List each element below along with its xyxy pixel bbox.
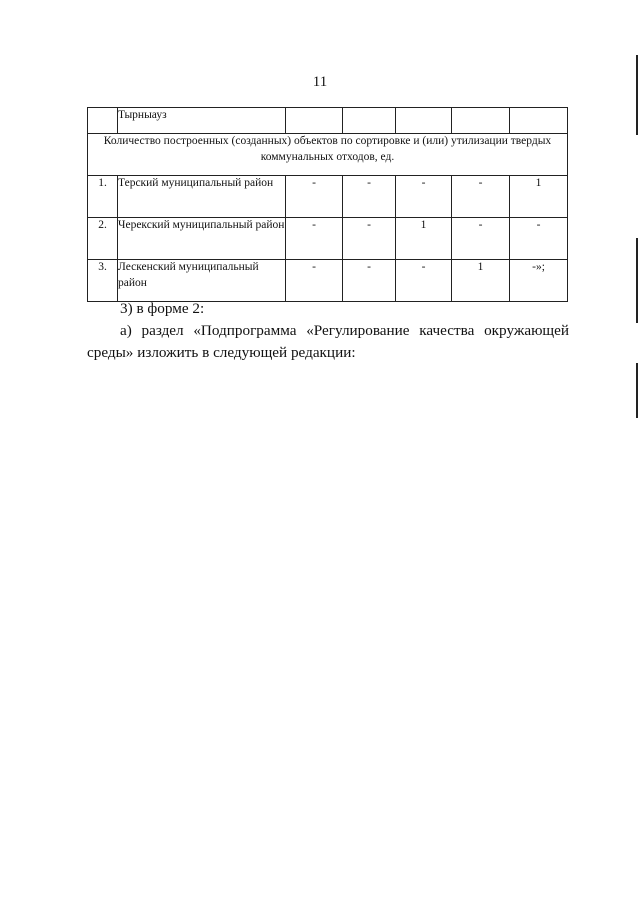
paragraph: а) раздел «Подпрограмма «Регулирование качества окружающей среды» изложить в следующей редакции: (87, 322, 569, 361)
value-cell: -»; (510, 260, 568, 302)
value-cell: - (343, 218, 396, 260)
row-number: 1. (88, 176, 118, 218)
value-cell (343, 108, 396, 134)
value-cell: - (396, 176, 452, 218)
value-cell: - (510, 218, 568, 260)
value-cell (510, 108, 568, 134)
row-number: 2. (88, 218, 118, 260)
scan-edge-mark-lower (636, 363, 638, 418)
value-cell: - (396, 260, 452, 302)
row-name: Терский муниципальный район (118, 176, 286, 218)
table-row (88, 218, 568, 260)
data-table (87, 107, 568, 302)
body-text (87, 298, 569, 364)
table-row (88, 176, 568, 218)
row-number: 3. (88, 260, 118, 302)
value-cell: - (452, 176, 510, 218)
table-row (88, 108, 568, 134)
value-cell: - (286, 218, 343, 260)
value-cell: - (343, 260, 396, 302)
value-cell (396, 108, 452, 134)
value-cell: 1 (396, 218, 452, 260)
paragraph: 3) в форме 2: (120, 300, 205, 317)
value-cell (286, 108, 343, 134)
table-row (88, 260, 568, 302)
value-cell: 1 (452, 260, 510, 302)
table-section-heading-row (88, 134, 568, 176)
row-name: Тырныауз (118, 108, 286, 134)
section-heading: Количество построенных (созданных) объектов по сортировке и (или) утилизации твердых коммунальных отходов, ед. (88, 134, 568, 176)
value-cell: - (286, 260, 343, 302)
value-cell: - (286, 176, 343, 218)
row-number (88, 108, 118, 134)
row-name: Черекский муниципальный район (118, 218, 286, 260)
value-cell: - (343, 176, 396, 218)
value-cell: 1 (510, 176, 568, 218)
scan-edge-mark-top (636, 55, 638, 135)
scan-edge-mark-middle (636, 238, 638, 323)
row-name: Лескенский муниципальный район (118, 260, 286, 302)
value-cell (452, 108, 510, 134)
page-number: 11 (312, 74, 328, 90)
value-cell: - (452, 218, 510, 260)
